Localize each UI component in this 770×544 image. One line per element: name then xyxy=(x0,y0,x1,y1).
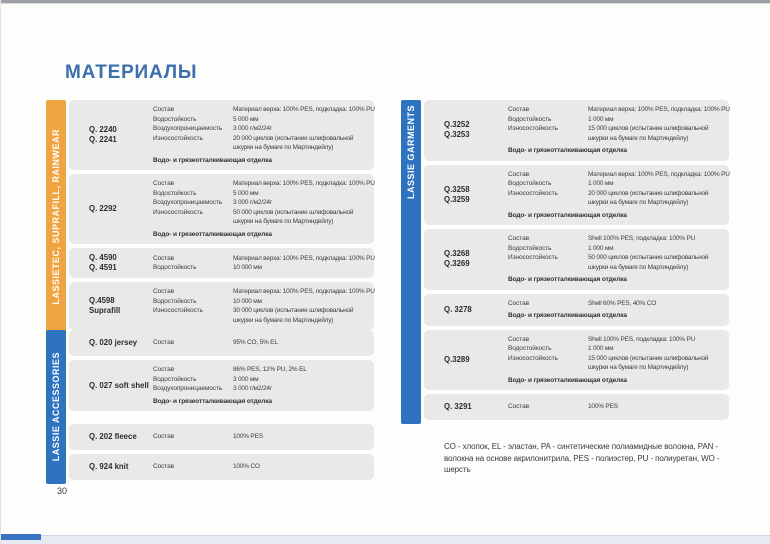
finish-note: Водо- и грязеотталкивающая отделка xyxy=(153,230,272,238)
spec-value: 3 000 мм xyxy=(233,375,259,383)
spec-value: 1 000 мм xyxy=(588,244,614,252)
spec-row xyxy=(153,432,368,442)
spec-body xyxy=(508,234,723,285)
product-code-line: Q. 3291 xyxy=(444,402,472,411)
product-code-line: Q. 2241 xyxy=(89,135,117,144)
spec-block xyxy=(69,174,374,244)
spec-value: 1 000 мм xyxy=(588,180,614,187)
product-code-line: Q.3269 xyxy=(444,259,470,269)
spec-row xyxy=(508,105,730,115)
spec-value: Shell 100% PES, подкладка: 100% PU xyxy=(588,235,696,242)
spec-label: Износостойкость xyxy=(508,354,558,362)
section-bar-garments xyxy=(401,100,421,424)
spec-value: 95% CO, 5% EL xyxy=(233,339,278,347)
product-code-line: Q.3253 xyxy=(444,130,470,140)
spec-label: Износостойкость xyxy=(508,125,558,132)
product-code-line: Q. 4590 xyxy=(89,253,117,262)
finish-note: Водо- и грязеотталкивающая отделка xyxy=(508,276,627,283)
product-code xyxy=(69,338,153,348)
spec-value: 100% PES xyxy=(588,403,618,411)
spec-row xyxy=(153,115,368,125)
spec-row xyxy=(153,306,368,325)
product-code xyxy=(424,185,508,205)
product-code-line: Q.3268 xyxy=(444,249,470,259)
spec-block xyxy=(69,248,374,278)
spec-value: Материал верха: 100% PES, подкладка: 100% PU xyxy=(588,170,730,178)
spec-row xyxy=(508,335,723,345)
spec-body xyxy=(153,254,375,273)
spec-body xyxy=(153,287,375,325)
spec-label: Водостойкость xyxy=(508,180,552,187)
spec-value: 5 000 мм xyxy=(233,189,259,197)
spec-value: 3 000 г/м2/24г xyxy=(233,385,272,392)
spec-row xyxy=(508,234,723,244)
scan-top-edge-highlight xyxy=(1,3,770,4)
spec-block xyxy=(424,229,729,290)
spec-value: 15 000 циклов (испытание шлифовальной шкурки на бумаге по Мартиндейлу) xyxy=(588,125,709,142)
spec-label: Износостойкость xyxy=(508,254,558,261)
spec-body xyxy=(153,105,375,165)
spec-label: Состав xyxy=(508,235,529,242)
spec-label: Состав xyxy=(508,403,529,411)
spec-value: 50 000 циклов (испытание шлифовальной шкурки на бумаге по Мартиндейлу) xyxy=(588,254,709,271)
spec-row xyxy=(508,189,723,208)
spec-row xyxy=(508,170,730,180)
spec-body xyxy=(508,335,723,386)
product-code-line: Q.3259 xyxy=(444,194,470,204)
spec-label: Состав xyxy=(508,299,529,307)
spec-label: Воздухопроницаемость xyxy=(153,125,223,132)
spec-row xyxy=(508,124,723,143)
spec-body xyxy=(153,462,368,472)
spec-block xyxy=(424,165,729,226)
spec-row xyxy=(153,338,368,348)
spec-label: Износостойкость xyxy=(153,208,203,216)
spec-value: 10 000 мм xyxy=(233,264,262,271)
spec-block xyxy=(69,424,374,450)
spec-row xyxy=(153,297,368,307)
spec-label: Водостойкость xyxy=(508,115,552,123)
spec-body xyxy=(508,170,730,221)
finish-note: Водо- и грязеотталкивающая отделка xyxy=(153,156,272,164)
spec-block xyxy=(424,100,729,161)
scan-bottom-strip xyxy=(1,535,770,544)
spec-row xyxy=(153,287,375,297)
section-bar-accessories xyxy=(46,330,66,484)
spec-block xyxy=(69,100,374,170)
section-bar-label: LASSIE ACCESSORIES xyxy=(51,352,61,462)
spec-row xyxy=(153,375,368,385)
spec-value: 86% PES, 12% PU, 2% EL xyxy=(233,366,307,373)
spec-row xyxy=(508,244,723,254)
product-code xyxy=(424,249,508,269)
spec-body xyxy=(508,402,723,412)
product-code xyxy=(424,355,508,365)
spec-label: Износостойкость xyxy=(153,134,203,142)
spec-value: Материал верха: 100% PES, подкладка: 100% PU xyxy=(233,288,375,295)
spec-value: 3 000 г/м2/24г xyxy=(233,125,272,132)
section-bar-lassietec xyxy=(46,100,66,334)
spec-block xyxy=(424,394,729,420)
spec-row xyxy=(508,115,723,125)
spec-label: Воздухопроницаемость xyxy=(153,385,223,392)
spec-label: Водостойкость xyxy=(153,297,197,305)
spec-row xyxy=(153,384,368,394)
spec-body xyxy=(508,105,730,156)
spec-value: Материал верха: 100% PES, подкладка: 100% PU xyxy=(233,254,375,262)
spec-body xyxy=(153,432,368,442)
spec-value: 100% CO xyxy=(233,463,260,471)
spec-block xyxy=(69,360,374,411)
spec-label: Состав xyxy=(153,366,174,373)
spec-row xyxy=(508,402,723,412)
product-code-line: Q. 924 knit xyxy=(89,462,129,471)
spec-value: Материал верха: 100% PES, подкладка: 100% PU xyxy=(233,106,375,113)
spec-label: Водостойкость xyxy=(508,244,552,252)
spec-label: Водостойкость xyxy=(508,345,552,352)
spec-value: 5 000 мм xyxy=(233,115,259,123)
section-bar-label: LASSIETEC, SUPRAFILL, RAINWEAR xyxy=(51,129,61,305)
finish-note: Водо- и грязеотталкивающая отделка xyxy=(508,376,627,384)
section-lassietec-suprafill-rainwear xyxy=(46,100,374,334)
spec-label: Состав xyxy=(153,106,174,113)
spec-row xyxy=(153,263,368,273)
spec-row xyxy=(508,344,723,354)
spec-value: 20 000 циклов (испытание шлифовальной шкурки на бумаге по Мартиндейлу) xyxy=(233,134,354,151)
section-lassie-accessories xyxy=(46,330,374,484)
product-code-line: Q.4598 xyxy=(89,296,115,305)
page-number: 30 xyxy=(57,486,68,496)
spec-row xyxy=(153,198,368,208)
product-code-line: Suprafill xyxy=(89,306,121,315)
spec-value: 1 000 мм xyxy=(588,115,614,123)
product-code xyxy=(69,432,153,442)
spec-value: 3 000 г/м2/24г xyxy=(233,199,272,206)
product-code xyxy=(424,305,508,315)
product-code xyxy=(424,120,508,140)
spec-label: Состав xyxy=(153,433,174,441)
spec-row xyxy=(153,365,368,375)
product-code-line: Q. 2292 xyxy=(89,204,117,213)
fiber-abbreviation-legend: CO - хлопок, EL - эластан, PA - синтетические полиамидные волокна, PAN - волокна на основе акрилонитрила, PES - полиэстер, PU - полиуретан, WO - шерсть xyxy=(444,442,720,474)
product-code-line: Q. 2240 xyxy=(89,125,117,134)
spec-row xyxy=(153,179,375,189)
spec-row xyxy=(508,354,723,373)
spec-block xyxy=(69,454,374,480)
product-code xyxy=(69,253,153,273)
spec-label: Воздухопроницаемость xyxy=(153,199,223,206)
product-code-line: Q. 4591 xyxy=(89,263,117,272)
spec-block xyxy=(69,282,374,330)
section-bar-label: LASSIE GARMENTS xyxy=(406,105,416,200)
product-code xyxy=(69,204,153,214)
spec-value: Shell 100% PES, подкладка: 100% PU xyxy=(588,335,696,343)
spec-row xyxy=(153,462,368,472)
spec-label: Состав xyxy=(153,463,174,471)
spec-label: Состав xyxy=(508,106,529,113)
product-code-line: Q. 202 fleece xyxy=(89,432,137,441)
spec-body xyxy=(153,179,375,239)
spec-label: Водостойкость xyxy=(153,264,197,271)
section-lassie-garments xyxy=(401,100,729,424)
product-code xyxy=(424,402,508,412)
spec-label: Состав xyxy=(153,288,174,295)
spec-row xyxy=(508,253,723,272)
product-code-line: Q.3289 xyxy=(444,354,470,364)
page-title: МАТЕРИАЛЫ xyxy=(65,62,198,83)
spec-blocks-accessories xyxy=(69,330,374,484)
spec-label: Водостойкость xyxy=(153,115,197,123)
next-page-blue-mark xyxy=(1,534,41,540)
product-code-line: Q. 020 jersey xyxy=(89,338,138,347)
finish-note: Водо- и грязеотталкивающая отделка xyxy=(508,312,627,319)
product-code xyxy=(69,462,153,472)
spec-row xyxy=(153,254,375,264)
spec-value: Shell 60% PES, 40% CO xyxy=(588,299,657,307)
spec-label: Водостойкость xyxy=(153,375,197,383)
spec-label: Состав xyxy=(508,335,529,343)
spec-value: 15 000 циклов (испытание шлифовальной шкурки на бумаге по Мартиндейлу) xyxy=(588,354,709,371)
spec-block xyxy=(424,294,729,326)
product-code-line: Q.3258 xyxy=(444,184,470,194)
spec-value: Материал верха: 100% PES, подкладка: 100% PU xyxy=(588,106,730,113)
product-code-line: Q.3252 xyxy=(444,120,470,130)
spec-row xyxy=(153,208,368,227)
product-code xyxy=(69,381,153,391)
product-code xyxy=(69,296,153,316)
spec-row xyxy=(508,299,723,309)
product-code-line: Q. 3278 xyxy=(444,304,472,314)
spec-value: 100% PES xyxy=(233,433,263,441)
spec-blocks-garments xyxy=(424,100,729,424)
finish-note: Водо- и грязеотталкивающая отделка xyxy=(153,397,272,405)
spec-label: Состав xyxy=(153,180,174,187)
spec-label: Состав xyxy=(153,339,174,347)
spec-label: Износостойкость xyxy=(153,307,203,314)
spec-row xyxy=(153,124,368,134)
spec-value: 50 000 циклов (испытание шлифовальной шкурки на бумаге по Мартиндейлу) xyxy=(233,208,354,225)
spec-label: Водостойкость xyxy=(153,189,197,197)
spec-label: Состав xyxy=(153,254,174,262)
spec-body xyxy=(153,338,368,348)
spec-body xyxy=(153,365,368,406)
spec-block xyxy=(424,330,729,391)
product-code-line: Q. 027 soft shell xyxy=(89,380,149,390)
spec-block xyxy=(69,330,374,356)
spec-label: Износостойкость xyxy=(508,189,558,197)
spec-value: 20 000 циклов (испытание шлифовальной шкурки на бумаге по Мартиндейлу) xyxy=(588,189,709,206)
spec-value: 10 000 мм xyxy=(233,297,262,305)
spec-row xyxy=(153,134,368,153)
product-code xyxy=(69,125,153,145)
spec-blocks-lassietec xyxy=(69,100,374,334)
finish-note: Водо- и грязеотталкивающая отделка xyxy=(508,211,627,219)
spec-value: 30 000 циклов (испытание шлифовальной шкурки на бумаге по Мартиндейлу) xyxy=(233,307,354,324)
spec-row xyxy=(153,189,368,199)
spec-label: Состав xyxy=(508,170,529,178)
finish-note: Водо- и грязеотталкивающая отделка xyxy=(508,147,627,154)
spec-value: 1 000 мм xyxy=(588,345,614,352)
spec-row xyxy=(508,179,723,189)
spec-body xyxy=(508,299,723,321)
spec-value: Материал верха: 100% PES, подкладка: 100% PU xyxy=(233,180,375,187)
spec-row xyxy=(153,105,375,115)
